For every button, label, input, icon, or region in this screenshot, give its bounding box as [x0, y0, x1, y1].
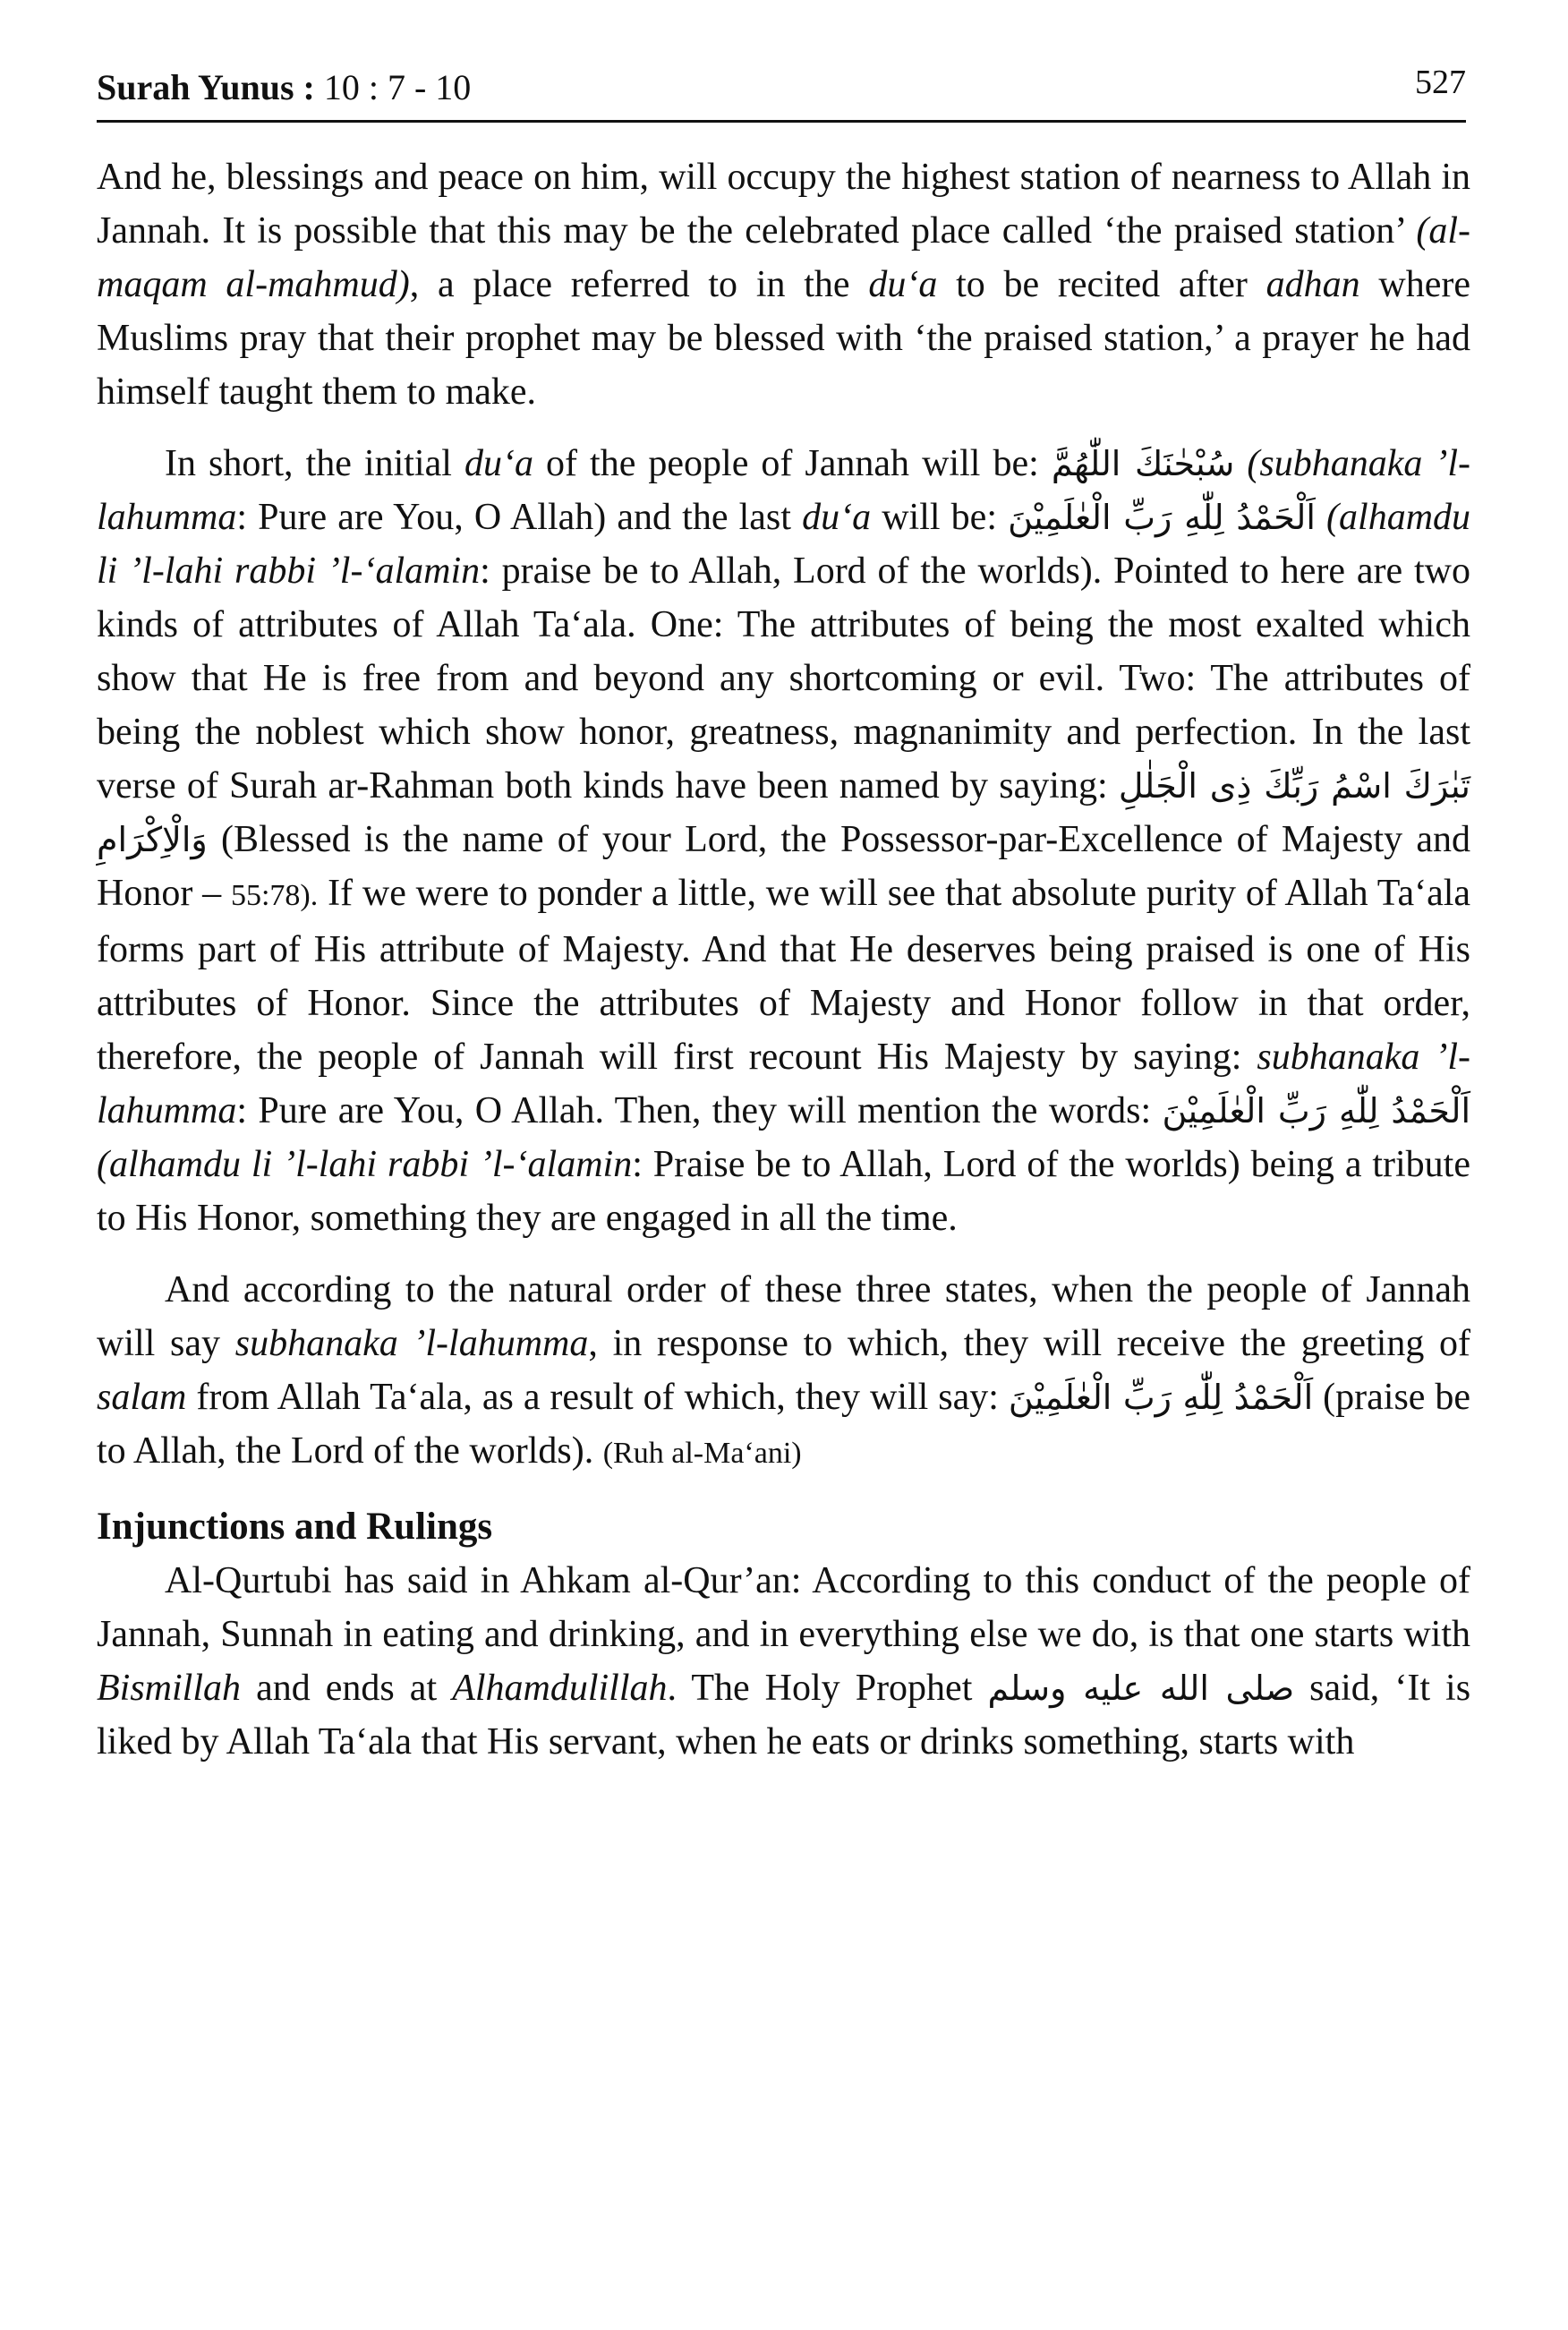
paragraph-1	[97, 150, 1470, 419]
text-run: (Blessed is the name of your Lord, the Possessor-par-Excellence of Majesty and Honor –	[97, 819, 1470, 914]
section-heading: Injunctions and Rulings	[97, 1506, 493, 1548]
text-run: (praise be to Allah, the Lord of the worlds).	[97, 1377, 1471, 1472]
italic-text: Alhamdulillah	[452, 1668, 668, 1709]
text-run: In short, the initial	[165, 443, 452, 484]
text-run: will be:	[882, 497, 997, 538]
running-header	[97, 63, 1466, 123]
italic-text: salam	[97, 1377, 187, 1418]
italic-text: subhanaka ’l-lahumma	[234, 1323, 589, 1364]
text-run: from Allah Ta‘ala, as a result of which, they will say:	[196, 1377, 999, 1418]
italic-text: (subhanaka ’l-lahumma	[97, 443, 1471, 538]
paragraph-2	[97, 437, 1470, 1245]
verse-ref: 10 : 7 - 10	[323, 67, 472, 107]
text-run: , a place referred to in the	[409, 264, 850, 305]
text-run: Al-Qurtubi has said in Ahkam al-Qur’an: According to this conduct of the people of Jannah, Sunnah in eating and drinking, and in everything else we do, is that one starts with	[97, 1560, 1470, 1655]
text-run: : praise be to Allah, Lord of the worlds). Pointed to here are two kinds of attributes of Allah Ta‘ala. One: The attributes of being the most exalted which show that He is free from and beyond any shortcoming or evil. Two: The attributes of being the noblest which show honor, greatness, magnanimity and perfection. In the last verse of Surah ar-Rahman both kinds have been named by saying:	[97, 550, 1470, 807]
text-run: said, ‘It is liked by Allah Ta‘ala that His servant, when he eats or drinks something, starts with	[97, 1668, 1471, 1762]
arabic-text: اَلْحَمْدُ لِلّٰهِ رَبِّ الْعٰلَمِيْنَ	[1162, 1091, 1471, 1131]
text-run: and ends at	[256, 1668, 438, 1709]
page-number: 527	[1415, 64, 1466, 101]
text-run: : Pure are You, O Allah. Then, they will mention the words:	[236, 1090, 1152, 1131]
italic-text: du‘a	[868, 264, 938, 305]
text-run: And according to the natural order of these three states, when the people of Jannah will say	[97, 1269, 1470, 1364]
body-text	[97, 150, 1470, 1769]
arabic-text: اَلْحَمْدُ لِلّٰهِ رَبِّ الْعٰلَمِيْنَ	[1008, 498, 1316, 537]
paragraph-3	[97, 1263, 1470, 1481]
italic-text: subhanaka ’l-lahumma	[97, 1037, 1470, 1131]
italic-text: (al-maqam al-mahmud)	[97, 210, 1470, 305]
arabic-text: اَلْحَمْدُ لِلّٰهِ رَبِّ الْعٰلَمِيْنَ	[1008, 1378, 1314, 1417]
text-run: . The Holy Prophet	[667, 1668, 973, 1709]
surah-name: Surah Yunus :	[97, 67, 315, 107]
text-run: to be recited after	[956, 264, 1248, 305]
text-run: of the people of Jannah will be:	[546, 443, 1039, 484]
italic-text: du‘a	[802, 497, 872, 538]
italic-text: (alhamdu li ’l-lahi rabbi ’l-‘alamin	[97, 497, 1471, 592]
text-run: : Praise be to Allah, Lord of the worlds) being a tribute to His Honor, something they are engaged in all the time.	[97, 1144, 1470, 1239]
arabic-text: سُبْحٰنَكَ اللّٰهُمَّ	[1051, 444, 1235, 483]
verse-citation: 55:78).	[230, 879, 319, 912]
header-title	[97, 66, 471, 108]
italic-text: Bismillah	[97, 1668, 242, 1709]
text-run: And he, blessings and peace on him, will occupy the highest station of nearness to Allah in Jannah. It is possible that this may be the celebrated place called ‘the praised station’	[97, 157, 1470, 252]
source-citation: (Ruh al-Ma‘ani)	[602, 1437, 802, 1470]
text-run: : Pure are You, O Allah) and the last	[236, 497, 791, 538]
text-run: , in response to which, they will receive the greeting of	[588, 1323, 1470, 1364]
text-run: If we were to ponder a little, we will see that absolute purity of Allah Ta‘ala forms part of His attribute of Majesty. And that He deserves being praised is one of His attributes of Honor. Since the attributes of Majesty and Honor follow in that order, therefore, the people of Jannah will first recount His Majesty by saying:	[97, 873, 1471, 1078]
italic-text: (alhamdu li ’l-lahi rabbi ’l-‘alamin	[97, 1144, 633, 1185]
arabic-text: تَبٰرَكَ اسْمُ رَبِّكَ ذِى الْجَلٰلِ وَالْاِكْرَامِ	[97, 766, 1470, 859]
text-run: where Muslims pray that their prophet may be blessed with ‘the praised station,’ a prayer he had himself taught them to make.	[97, 264, 1471, 413]
arabic-text: صلى الله عليه وسلم	[987, 1669, 1295, 1708]
italic-text: du‘a	[464, 443, 533, 484]
italic-text: adhan	[1265, 264, 1360, 305]
paragraph-4	[97, 1554, 1470, 1769]
